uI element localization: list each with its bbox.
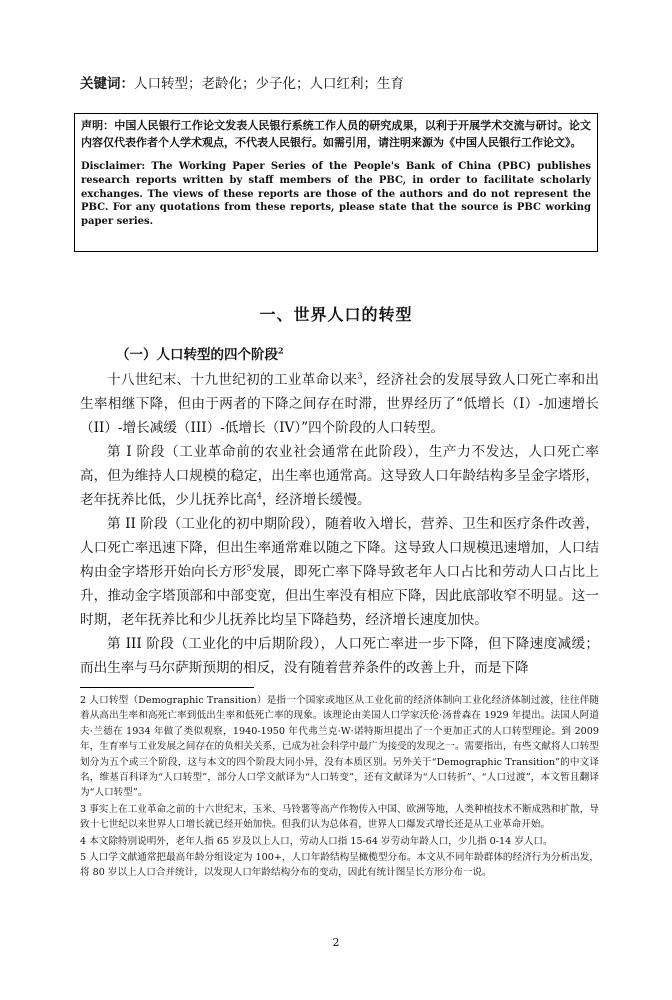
footnote: 2 人口转型（Demographic Transition）是指一个国家或地区从工业化前的经济体制向工业化经济体制过渡，往往伴随着从高出生率和高死亡率到低出生率和低死亡率的现象。该理论由美国人口学家沃伦·汤普森在 1929 年提出。法国人阿道夫·兰德在 1934 年做了类似观察，1940-1950 年代弗兰克·W·诺特斯坦提出了一个更加正式的人口转型理论。到 2009 年，生育率与工业发展之间存在的负相关关系，已成为社会科学中最广为接受的发现之一。需要指出，有些文献将人口转型划分为五个或三个阶段，这与本文的四个阶段大同小异，没有本质区别。另外关于“Demographic Transition”的中文译名，维基百科译为“人口转型”，部分人口学文献译为“人口转变”，还有文献译为“人口转折”、“人口过渡”，本文暂且翻译为“人口转型”。 bbox=[80, 695, 599, 799]
subsection-heading bbox=[116, 345, 284, 365]
paragraph-text: ，经济增长缓慢。 bbox=[261, 492, 371, 508]
footnote: 3 事实上在工业革命之前的十六世纪末，玉米、马铃薯等高产作物传入中国、欧洲等地，人类种植技术不断成熟和扩散，导致十七世纪以来世界人口增长就已经开始加快。但我们认为总体看，世界人口爆发式增长还是从工业革命开始。 bbox=[80, 803, 599, 831]
section-title: 一、世界人口的转型 bbox=[259, 305, 413, 324]
keywords-label: 关键词： bbox=[80, 76, 134, 92]
paragraph bbox=[80, 440, 599, 512]
paragraph bbox=[80, 512, 599, 632]
footnote-ref: 4 bbox=[256, 491, 262, 501]
body-text bbox=[80, 368, 599, 680]
disclaimer-box bbox=[74, 113, 598, 252]
paragraph-text: 十八世纪末、十九世纪初的工业革命以来 bbox=[107, 372, 358, 388]
subsection-title: （一）人口转型的四个阶段 bbox=[116, 347, 278, 363]
paragraph bbox=[80, 368, 599, 440]
paragraph-text: 第 I 阶段（工业革命前的农业社会通常在此阶段），生产力不发达，人口死亡率高，但为维持人口规模的稳定，出生率也通常高。这导致人口年龄结构多呈金字塔形，老年抚养比低，少儿抚养比高 bbox=[80, 444, 599, 508]
statement-chinese: 声明：中国人民银行工作论文发表人民银行系统工作人员的研究成果，以利于开展学术交流与研讨。论文内容仅代表作者个人学术观点，不代表人民银行。如需引用，请注明来源为《中国人民银行工作论文》。 bbox=[81, 119, 591, 149]
footnotes bbox=[80, 693, 599, 882]
footnote: 5 人口学文献通常把最高年龄分组设定为 100+，人口年龄结构呈橄榄型分布。本文从不同年龄群体的经济行为分析出发，将 80 岁以上人口合并统计，以发现人口年龄结构分布的变动，因此有统计图呈长方形分布一说。 bbox=[80, 852, 599, 879]
footnote-divider bbox=[80, 687, 254, 688]
page-number: 2 bbox=[332, 936, 340, 949]
footnote-ref: 3 bbox=[357, 371, 363, 381]
footnote-ref: 5 bbox=[246, 563, 252, 573]
paragraph-text: 发展，即死亡率下降导致老年人口占比和劳动人口占比上升，推动金字塔顶部和中部变宽，但出生率没有相应下降，因此底部收窄不明显。这一时期，老年抚养比和少儿抚养比均呈下降趋势，经济增长速度加快。 bbox=[80, 564, 599, 628]
keywords-text: 人口转型；老龄化；少子化；人口红利；生育 bbox=[134, 76, 404, 92]
paragraph: 第 III 阶段（工业化的中后期阶段），人口死亡率进一步下降，但下降速度减缓；而出生率与马尔萨斯预期的相反，没有随着营养条件的改善上升，而是下降 bbox=[80, 636, 599, 676]
keywords-line bbox=[80, 74, 600, 94]
paragraph-text: ，经济社会的发展导致人口死亡率和出生率相继下降，但由于两者的下降之间存在时滞，世界经历了“低增长（I）-加速增长（II）-增长减缓（III）-低增长（IV）”四个阶段的人口转型。 bbox=[80, 372, 600, 436]
footnote-ref: 2 bbox=[278, 345, 284, 356]
statement-english: Disclaimer: The Working Paper Series of the People's Bank of China (PBC) publishes research reports written by staff members of the PBC, in order to facilitate scholarly exchanges. The views of these reports are those of the authors and do not represent the PBC. For any quotations from these reports, please state that the source is PBC working paper series. bbox=[81, 161, 591, 228]
paragraph-text: 第 II 阶段（工业化的初中期阶段），随着收入增长，营养、卫生和医疗条件改善，人口死亡率迅速下降，但出生率通常难以随之下降。这导致人口规模迅速增加，人口结构由金字塔形开始向长方形 bbox=[80, 516, 599, 580]
footnote: 4 本文除特别说明外，老年人指 65 岁及以上人口，劳动人口指 15-64 岁劳动年龄人口，少儿指 0-14 岁人口。 bbox=[80, 835, 553, 847]
